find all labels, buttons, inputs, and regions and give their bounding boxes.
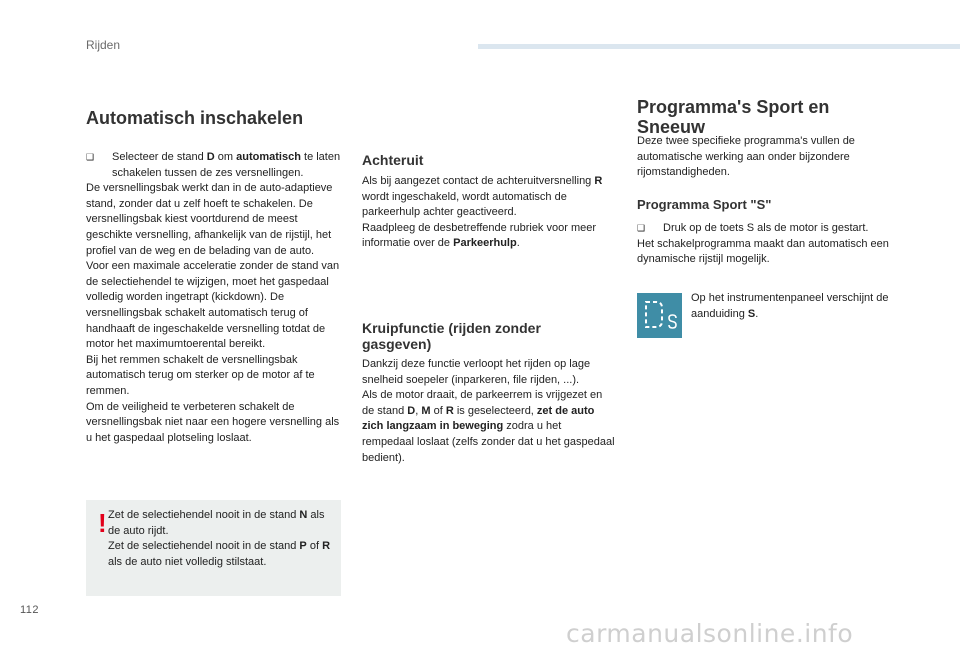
paragraph: Bij het remmen schakelt de versnellingsbak automatisch terug om sterker op de motor af te remmen. <box>86 353 315 397</box>
panel-indicator-text: Op het instrumentenpaneel verschijnt de aanduiding S. <box>691 292 889 320</box>
left-column-text <box>86 150 342 446</box>
page-number: 112 <box>20 604 40 616</box>
bullet-text: Druk op de toets S als de motor is gestart. <box>663 222 869 234</box>
paragraph: De versnellingsbak werkt dan in de auto-adaptieve stand, zonder dat u zelf hoeft te schakelen. De versnellingsbak kiest voortdurend de meest geschikte versnelling, afhankelijk van de rijstijl, het profiel van de weg en de belading van de auto. <box>86 182 333 257</box>
section-header: Rijden <box>86 38 121 52</box>
paragraph: Om de veiligheid te verbeteren schakelt de versnellingsbak niet naar een hogere versnelling als u het gaspedaal plotseling loslaat. <box>86 400 340 444</box>
watermark: carmanualsonline.info <box>566 619 854 648</box>
bullet-text: Selecteer de stand D om automatisch te laten schakelen tussen de zes versnellingen. <box>112 151 341 179</box>
warning-box <box>86 500 341 596</box>
bullet-box-icon: ❑ <box>86 152 95 162</box>
heading-kruipfunctie: Kruipfunctie (rijden zonder gasgeven) <box>362 320 541 352</box>
ds-sport-indicator-icon <box>637 293 682 338</box>
kruipfunctie-text: Dankzij deze functie verloopt het rijden op lage snelheid soepeler (inparkeren, file rijden, ...). Als de motor draait, de parkeerrem is vrijgezet en de stand D, M of R is geselecteerd, zet de auto zich langzaam in beweging zodra u het rempedaal loslaat (zelfs zonder dat u het gaspedaal bedient). <box>362 358 615 464</box>
title-automatisch-inschakelen: Automatisch inschakelen <box>86 108 304 128</box>
heading-programma-sport: Programma Sport "S" <box>637 197 772 212</box>
heading-achteruit: Achteruit <box>362 152 424 168</box>
bullet-item <box>637 221 893 237</box>
title-sport-sneeuw: Programma's Sport en Sneeuw <box>637 97 830 137</box>
warning-exclamation-icon: ! <box>98 508 107 538</box>
bullet-item <box>86 150 342 181</box>
bullet-box-icon: ❑ <box>637 223 646 233</box>
achteruit-text: Als bij aangezet contact de achteruitversnelling R wordt ingeschakeld, wordt automatisch de parkeerhulp achter geactiveerd. Raadpleeg de desbetreffende rubriek voor meer informatie over de Parkeerhulp. <box>362 175 603 250</box>
warning-text: Zet de selectiehendel nooit in de stand N als de auto rijdt. Zet de selectiehendel nooit in de stand P of R als de auto niet volledig stilstaat. <box>108 509 331 568</box>
header-bar <box>478 44 960 49</box>
sport-text: ❑ Druk op de toets S als de motor is gestart. Het schakelprogramma maakt dan automatisch een dynamische rijstijl mogelijk. <box>637 221 893 268</box>
paragraph: Voor een maximale acceleratie zonder de stand van de selectiehendel te wijzigen, moet het gaspedaal volledig worden ingetrapt (kickdown). De versnellingsbak schakelt automatisch terug of handhaaft de ingeschakelde versnelling totdat de motor het maximumtoerental bereikt. <box>86 260 340 351</box>
intro-text: Deze twee specifieke programma's vullen de automatische werking aan onder bijzondere rijomstandigheden. <box>637 135 855 179</box>
